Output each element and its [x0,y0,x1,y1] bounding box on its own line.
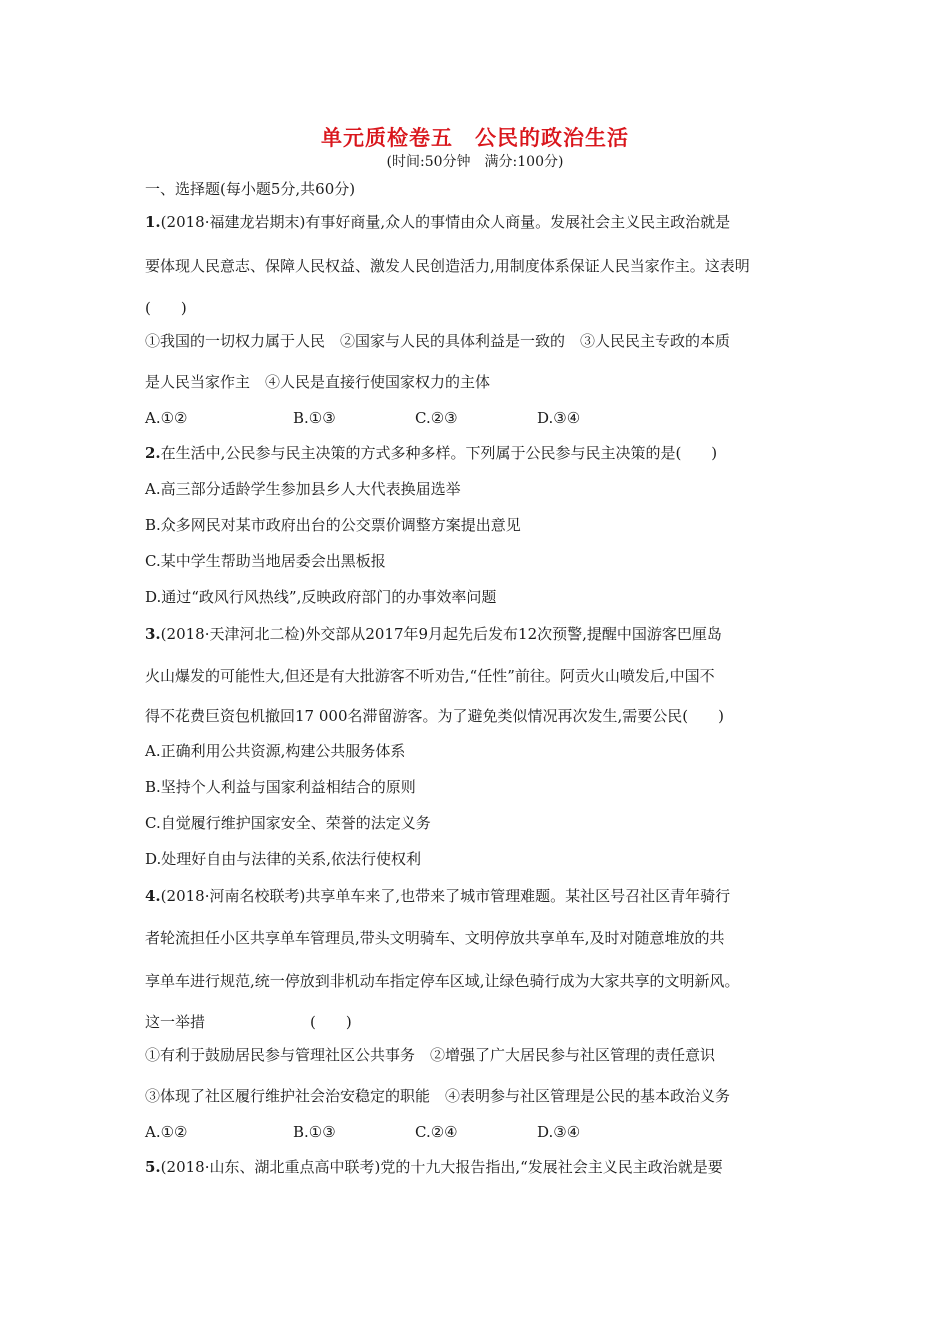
question-3-choice-c: C.自觉履行维护国家安全、荣誉的法定义务 [145,814,431,832]
option-d: D.③④ [537,1123,581,1141]
question-4-line-3: 享单车进行规范,统一停放到非机动车指定停车区域,让绿色骑行成为大家共享的文明新风。 [145,972,740,990]
page-title: 单元质检卷五 公民的政治生活 [321,126,629,150]
question-5-number: 5. [145,1158,161,1176]
option-c: C.②③ [415,409,458,427]
question-4-line-4: 这一举措 ( ) [145,1013,352,1031]
question-1-line-1: 1.(2018·福建龙岩期末)有事好商量,众人的事情由众人商量。发展社会主义民主政治就是 [145,213,731,231]
question-1-number: 1. [145,213,161,231]
question-2-stem: 2.在生活中,公民参与民主决策的方式多种多样。下列属于公民参与民主决策的是( ) [145,444,718,462]
question-3-number: 3. [145,625,161,643]
question-3-choice-d: D.处理好自由与法律的关系,依法行使权利 [145,850,422,868]
option-a: A.①② [145,1123,188,1141]
question-4-line-2: 者轮流担任小区共享单车管理员,带头文明骑车、文明停放共享单车,及时对随意堆放的共 [145,929,725,947]
option-c: C.②④ [415,1123,458,1141]
question-1-statements-line-1: ①我国的一切权力属于人民 ②国家与人民的具体利益是一致的 ③人民民主专政的本质 [145,332,731,350]
question-4-statements-line-1: ①有利于鼓励居民参与管理社区公共事务 ②增强了广大居民参与社区管理的责任意识 [145,1046,716,1064]
option-b: B.①③ [293,409,336,427]
question-5-line-1: 5.(2018·山东、湖北重点高中联考)党的十九大报告指出,“发展社会主义民主政治就是要 [145,1158,723,1176]
question-2-choice-a: A.高三部分适龄学生参加县乡人大代表换届选举 [145,480,461,498]
question-2-choice-b: B.众多网民对某市政府出台的公交票价调整方案提出意见 [145,516,521,534]
question-3-line-2: 火山爆发的可能性大,但还是有大批游客不听劝告,“任性”前往。阿贡火山喷发后,中国不 [145,667,715,685]
option-a: A.①② [145,409,188,427]
question-3-choice-a: A.正确利用公共资源,构建公共服务体系 [145,742,406,760]
page-subtitle: (时间:50分钟 满分:100分) [386,154,564,170]
question-4-line-1: 4.(2018·河南名校联考)共享单车来了,也带来了城市管理难题。某社区号召社区青年骑行 [145,887,731,905]
question-4-statements-line-2: ③体现了社区履行维护社会治安稳定的职能 ④表明参与社区管理是公民的基本政治义务 [145,1087,731,1105]
option-d: D.③④ [537,409,581,427]
question-1-statements-line-2: 是人民当家作主 ④人民是直接行使国家权力的主体 [145,373,491,391]
question-1-line-2: 要体现人民意志、保障人民权益、激发人民创造活力,用制度体系保证人民当家作主。这表明 [145,257,750,275]
question-3-line-3: 得不花费巨资包机撤回17 000名滞留游客。为了避免类似情况再次发生,需要公民( ) [145,707,724,725]
section-heading: 一、选择题(每小题5分,共60分) [145,180,356,198]
question-4-number: 4. [145,887,161,905]
question-2-choice-c: C.某中学生帮助当地居委会出黑板报 [145,552,386,570]
question-3-choice-b: B.坚持个人利益与国家利益相结合的原则 [145,778,416,796]
question-1-bracket: ( ) [145,299,187,317]
question-2-number: 2. [145,444,161,462]
question-3-line-1: 3.(2018·天津河北二检)外交部从2017年9月起先后发布12次预警,提醒中国游客巴厘岛 [145,625,722,643]
question-2-choice-d: D.通过“政风行风热线”,反映政府部门的办事效率问题 [145,588,497,606]
option-b: B.①③ [293,1123,336,1141]
